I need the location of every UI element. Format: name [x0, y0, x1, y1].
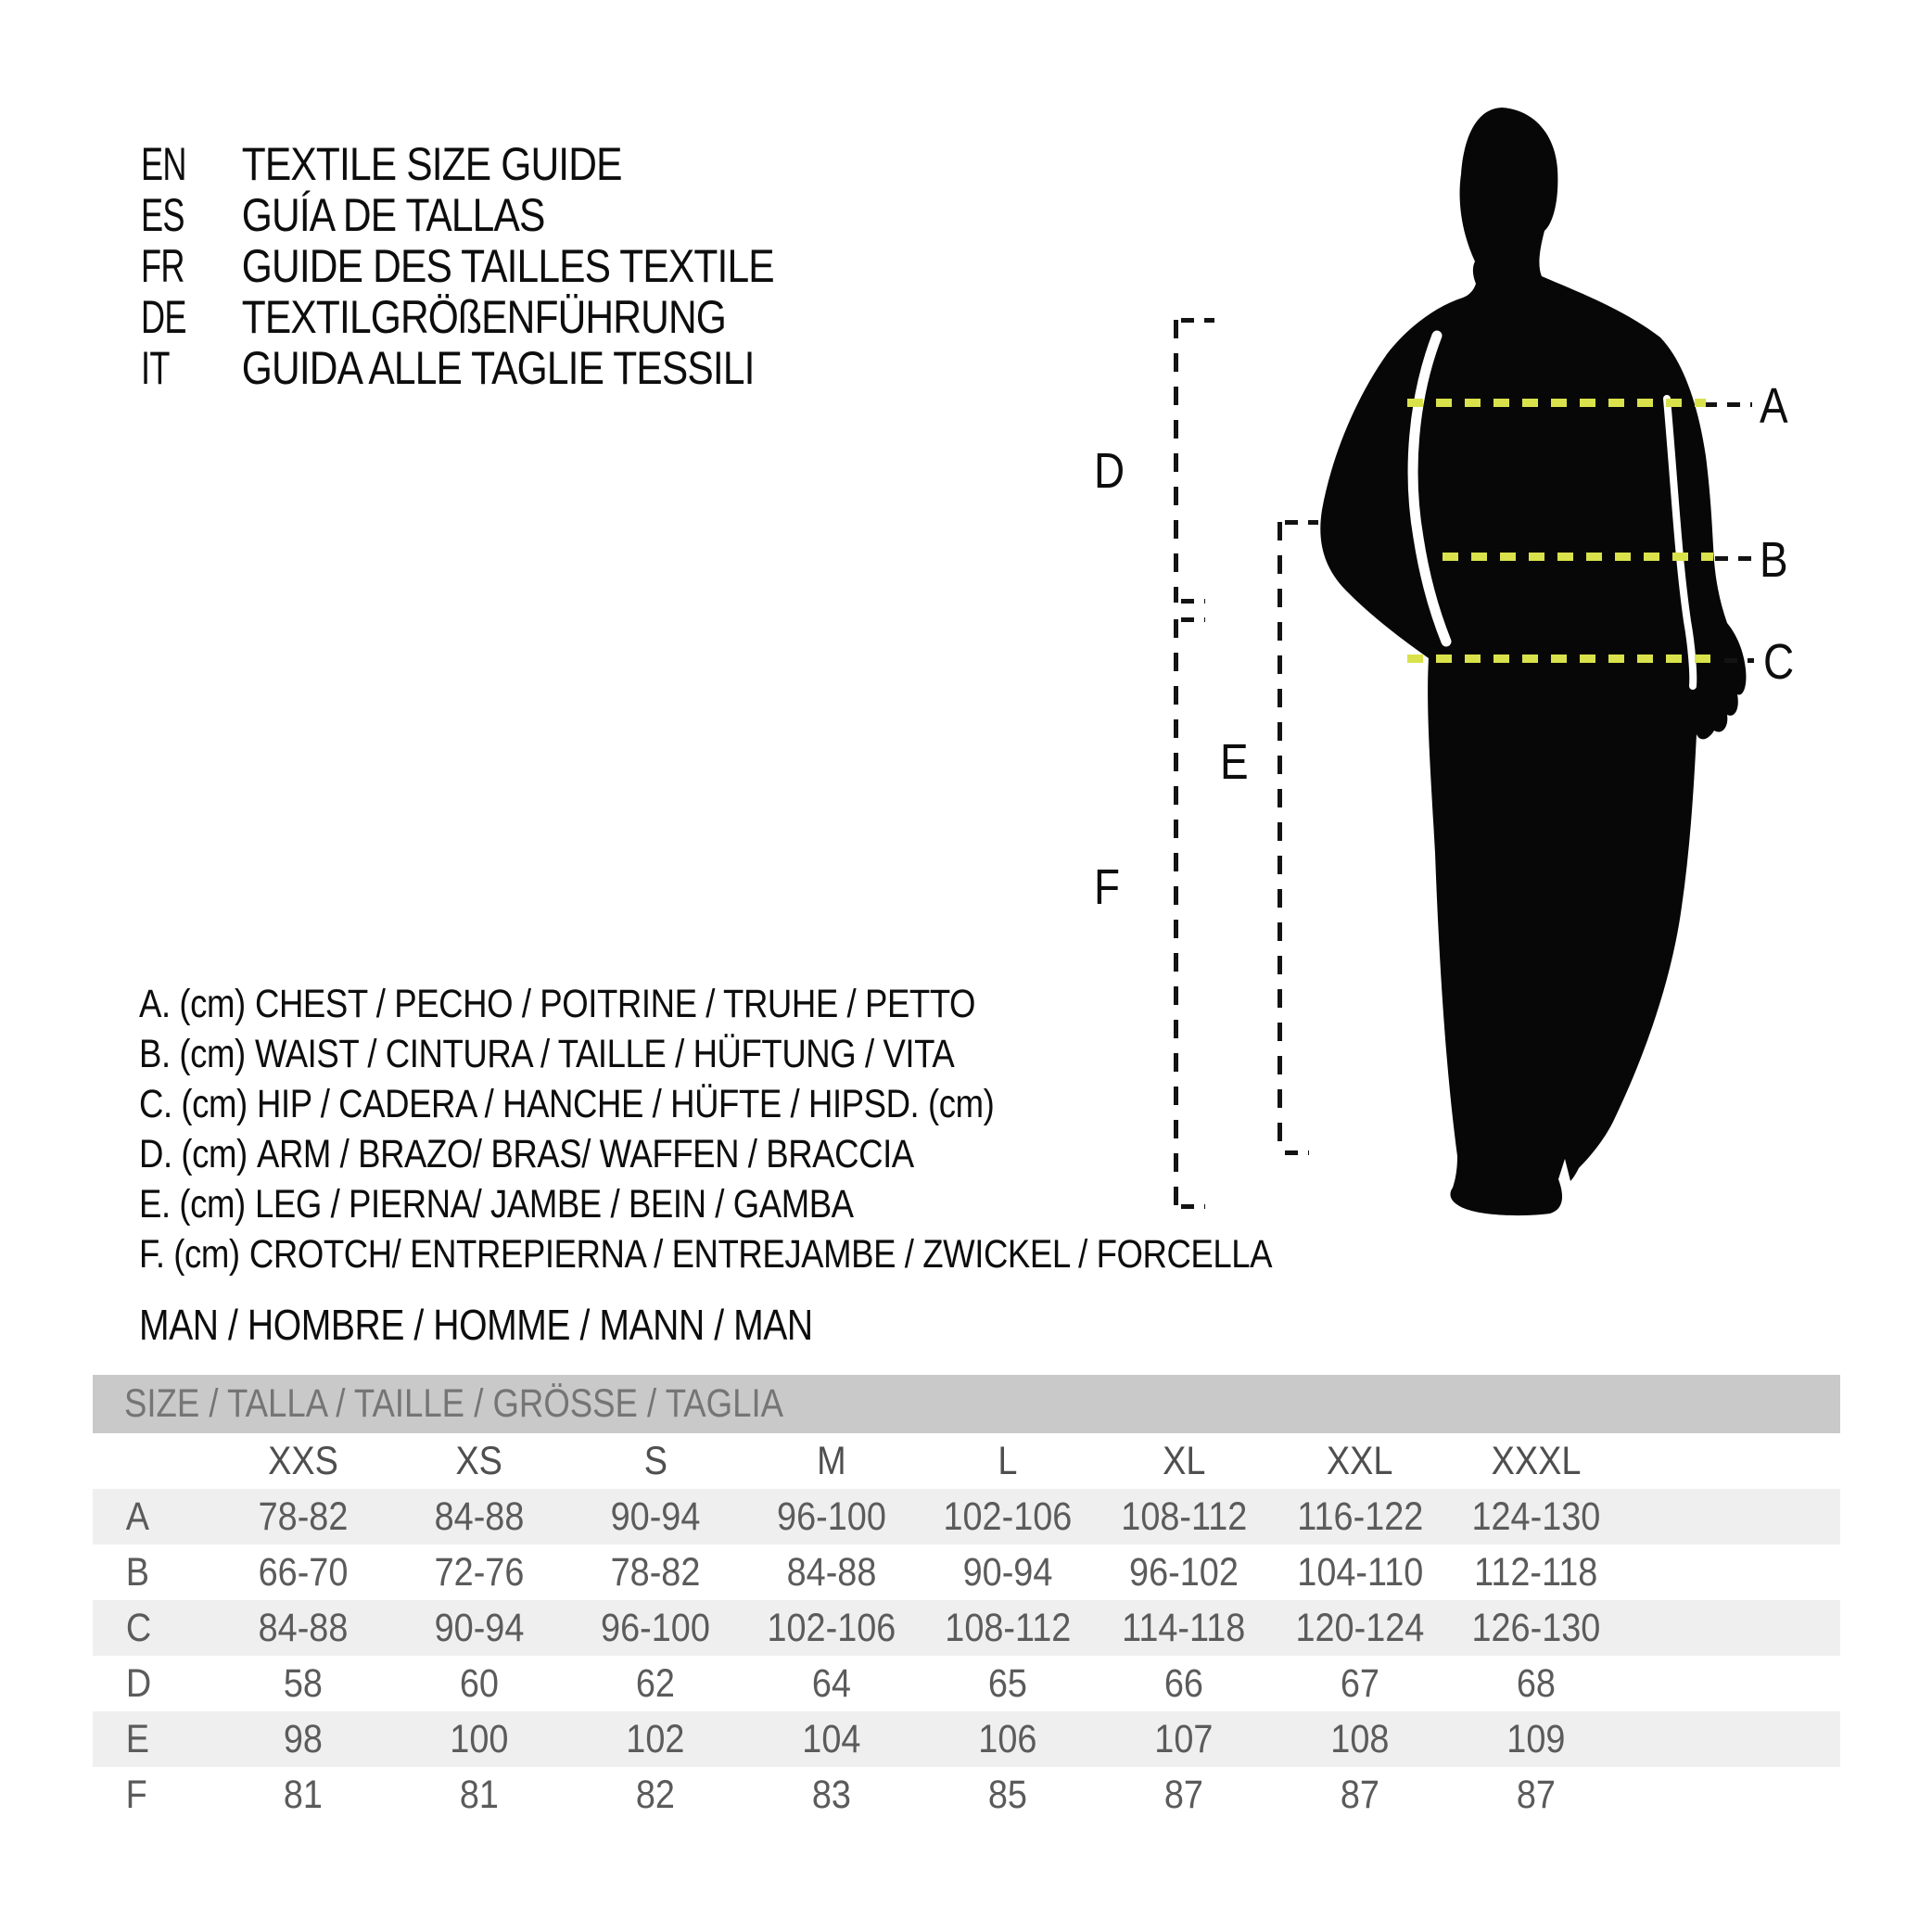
lang-code: IT: [141, 342, 170, 394]
col-header: XXXL: [1491, 1439, 1582, 1483]
title-text: TEXTILGRÖßENFÜHRUNG: [241, 291, 727, 343]
lang-code: FR: [141, 240, 184, 292]
legend-row-crotch: F. (cm) CROTCH/ ENTREPIERNA / ENTREJAMBE / ZWICKEL / FORCELLA: [139, 1232, 1273, 1277]
legend-row-waist: B. (cm) WAIST / CINTURA / TAILLE / HÜFTUNG / VITA: [139, 1032, 955, 1076]
cell: 81: [459, 1773, 500, 1817]
title-text: GUÍA DE TALLAS: [241, 189, 545, 241]
row-label: A: [125, 1494, 149, 1539]
cell: 84-88: [434, 1494, 525, 1539]
col-header: M: [817, 1439, 846, 1483]
table-row-chest: [93, 1489, 1840, 1544]
title-text: GUIDE DES TAILLES TEXTILE: [241, 240, 774, 292]
arm-marker-label: D: [1094, 443, 1125, 499]
table-row-hip: [93, 1600, 1840, 1656]
cell: 96-100: [601, 1606, 710, 1650]
legend-row-chest: A. (cm) CHEST / PECHO / POITRINE / TRUHE / PETTO: [139, 982, 976, 1026]
title-row-es: [141, 190, 885, 241]
cell: 112-118: [1474, 1550, 1598, 1595]
hip-marker-label: C: [1763, 634, 1794, 690]
cell: 65: [987, 1661, 1028, 1706]
size-table: [93, 1375, 1840, 1823]
row-label: E: [125, 1717, 149, 1761]
cell: 116-122: [1296, 1494, 1424, 1539]
cell: 83: [811, 1773, 852, 1817]
col-header: XXL: [1327, 1439, 1393, 1483]
cell: 104: [802, 1717, 861, 1761]
arm-line-bottom-tick: [1181, 599, 1205, 604]
legend-row-leg: E. (cm) LEG / PIERNA/ JAMBE / BEIN / GAMBA: [139, 1182, 854, 1227]
title-row-en: [141, 139, 885, 190]
hip-highlight-line: [1407, 655, 1721, 663]
col-header: L: [998, 1439, 1018, 1483]
title-text: TEXTILE SIZE GUIDE: [241, 138, 622, 190]
legend-row-hip: C. (cm) HIP / CADERA / HANCHE / HÜFTE / HIPSD. (cm): [139, 1082, 995, 1126]
cell: 72-76: [434, 1550, 525, 1595]
lang-code: ES: [141, 189, 184, 241]
leg-line-top-tick: [1285, 520, 1318, 525]
cell: 96-102: [1129, 1550, 1239, 1595]
chest-marker-label: A: [1760, 378, 1787, 434]
row-label: D: [125, 1661, 152, 1706]
cell: 100: [450, 1717, 509, 1761]
table-row-waist: [93, 1544, 1840, 1600]
cell: 90-94: [610, 1494, 701, 1539]
cell: 120-124: [1295, 1606, 1425, 1650]
cell: 102-106: [767, 1606, 896, 1650]
size-table-title: SIZE / TALLA / TAILLE / GRÖSSE / TAGLIA: [93, 1375, 1840, 1433]
cell: 96-100: [777, 1494, 886, 1539]
table-row-leg: [93, 1711, 1840, 1767]
table-row-arm: [93, 1656, 1840, 1711]
row-label: F: [125, 1773, 147, 1817]
cell: 108: [1330, 1717, 1390, 1761]
cell: 78-82: [258, 1494, 349, 1539]
waist-leader-dash: [1715, 556, 1752, 561]
title-row-de: [141, 292, 885, 343]
cell: 108-112: [1120, 1494, 1248, 1539]
chest-highlight-line: [1407, 399, 1706, 407]
title-row-it: [141, 343, 885, 394]
cell: 102: [626, 1717, 685, 1761]
hip-leader-dash: [1724, 658, 1754, 663]
cell: 108-112: [944, 1606, 1072, 1650]
cell: 102-106: [943, 1494, 1073, 1539]
cell: 81: [283, 1773, 324, 1817]
cell: 106: [978, 1717, 1037, 1761]
measurement-legend: [139, 979, 1472, 1279]
cell: 64: [811, 1661, 852, 1706]
cell: 84-88: [786, 1550, 877, 1595]
cell: 107: [1154, 1717, 1214, 1761]
cell: 67: [1340, 1661, 1380, 1706]
cell: 58: [283, 1661, 324, 1706]
arm-line-top-tick: [1181, 318, 1214, 323]
cell: 66-70: [258, 1550, 349, 1595]
cell: 98: [283, 1717, 324, 1761]
cell: 90-94: [962, 1550, 1053, 1595]
cell: 85: [987, 1773, 1028, 1817]
col-header: XL: [1162, 1439, 1206, 1483]
arm-measure-line: [1174, 320, 1178, 603]
cell: 68: [1516, 1661, 1557, 1706]
legend-row-arm: D. (cm) ARM / BRAZO/ BRAS/ WAFFEN / BRACCIA: [139, 1132, 914, 1176]
cell: 87: [1340, 1773, 1380, 1817]
cell: 78-82: [610, 1550, 701, 1595]
title-row-fr: [141, 241, 885, 292]
size-table-header-row: [93, 1433, 1840, 1489]
row-label: C: [125, 1606, 152, 1650]
cell: 82: [635, 1773, 676, 1817]
cell: 84-88: [258, 1606, 349, 1650]
cell: 87: [1516, 1773, 1557, 1817]
waist-marker-label: B: [1760, 532, 1787, 588]
row-label: B: [125, 1550, 149, 1595]
cell: 62: [635, 1661, 676, 1706]
title-block: [141, 139, 885, 394]
chest-leader-dash: [1704, 402, 1752, 407]
crotch-marker-label: F: [1094, 859, 1120, 915]
waist-highlight-line: [1443, 553, 1713, 561]
leg-marker-label: E: [1220, 734, 1248, 790]
cell: 60: [459, 1661, 500, 1706]
title-text: GUIDA ALLE TAGLIE TESSILI: [241, 342, 755, 394]
cell: 109: [1506, 1717, 1566, 1761]
cell: 87: [1163, 1773, 1204, 1817]
lang-code: EN: [141, 138, 186, 190]
lang-code: DE: [141, 291, 186, 343]
col-header: XS: [455, 1439, 503, 1483]
cell: 126-130: [1471, 1606, 1601, 1650]
cell: 114-118: [1122, 1606, 1246, 1650]
gender-line: MAN / HOMBRE / HOMME / MANN / MAN: [139, 1301, 813, 1349]
table-row-crotch: [93, 1767, 1840, 1823]
cell: 90-94: [434, 1606, 525, 1650]
cell: 104-110: [1296, 1550, 1424, 1595]
cell: 66: [1163, 1661, 1204, 1706]
cell: 124-130: [1471, 1494, 1601, 1539]
col-header: S: [643, 1439, 667, 1483]
crotch-line-top-tick: [1181, 617, 1205, 622]
col-header: XXS: [268, 1439, 338, 1483]
